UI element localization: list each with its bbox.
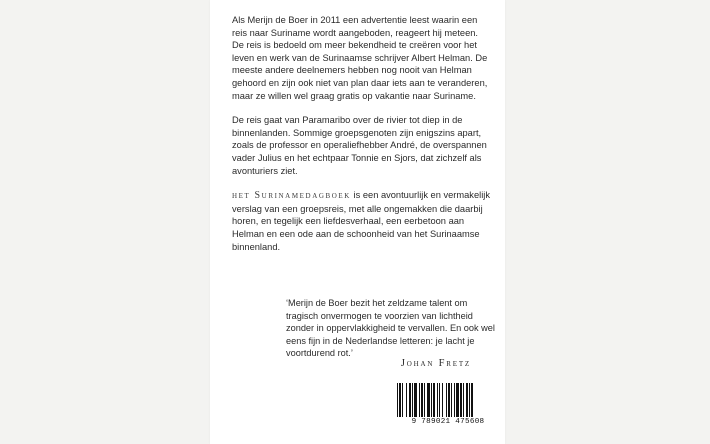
barcode-bar <box>448 383 450 417</box>
isbn-barcode <box>394 381 502 429</box>
barcode-bar <box>424 383 425 417</box>
barcode-bar <box>454 383 455 417</box>
book-title: het Surinamedagboek <box>232 190 351 202</box>
barcode-bar <box>446 383 447 417</box>
barcode-bar <box>419 383 420 417</box>
barcode-bar <box>456 383 459 417</box>
barcode-bar <box>412 383 413 417</box>
blurb-paragraph-1: Als Merijn de Boer in 2011 een advertentie leest waarin een reis naar Suriname wordt aangeboden, reageert hij meteen. De reis is bedoeld om meer bekendheid te creëren voor het leven en werk van de Surinaamse schrijver Albert Helman. De meeste andere deelnemers hebben nog nooit van Helman gehoord en zijn ook niet van plan daar iets aan te veranderen, maar ze willen wel graag gratis op vakantie naar Suriname. <box>232 15 488 101</box>
quote-author: Johan Fretz <box>400 358 471 369</box>
barcode-bar <box>397 383 398 417</box>
barcode-bar <box>421 383 423 417</box>
barcode-bar <box>466 383 468 417</box>
blurb-paragraph-3 <box>232 189 492 253</box>
blurb-text <box>232 14 492 253</box>
blurb-paragraph-3-text: is een avontuurlijk en vermakelijk verslag van een groepsreis, met alle ongemakken die daarbij horen, en tegelijk een liefdesverhaal, een eerbetoon aan Helman en een ode aan de schoonheid van het Surinaamse binnenland. <box>232 190 490 252</box>
barcode-bar <box>442 383 443 417</box>
barcode-bar <box>469 383 470 417</box>
barcode-bar <box>463 383 464 417</box>
blurb-paragraph-2: De reis gaat van Paramaribo over de rivier tot diep in de binnenlanden. Sommige groepsgenoten zijn enigszins apart, zoals de professor en operaliefhebber André, de overspannen vader Julius en het echtpaar Tonnie en Sjors, dat zichzelf als avonturiers ziet. <box>232 115 487 176</box>
barcode-bar <box>437 383 438 417</box>
review-quote: ‘Merijn de Boer bezit het zeldzame talent om tragisch onvermogen te voorzien van lichtheid zonder in oppervlakkigheid te vervallen. En ook wel eens fijn in de Nederlandse letteren: je lacht je voortdurend rot.’ <box>286 298 495 359</box>
barcode-bar <box>451 383 452 417</box>
barcode-bar <box>433 383 435 417</box>
isbn-number: 9 789021 475608 <box>394 417 502 427</box>
barcode-bar <box>402 383 403 417</box>
barcode-bar <box>431 383 432 417</box>
barcode-bar <box>460 383 462 417</box>
barcode-bar <box>439 383 440 417</box>
back-cover <box>210 0 505 444</box>
barcode-bar <box>399 383 401 417</box>
barcode-bar <box>409 383 411 417</box>
barcode-bar <box>406 383 407 417</box>
barcode-bar <box>414 383 417 417</box>
barcode-bar <box>427 383 430 417</box>
barcode-bar <box>471 383 473 417</box>
